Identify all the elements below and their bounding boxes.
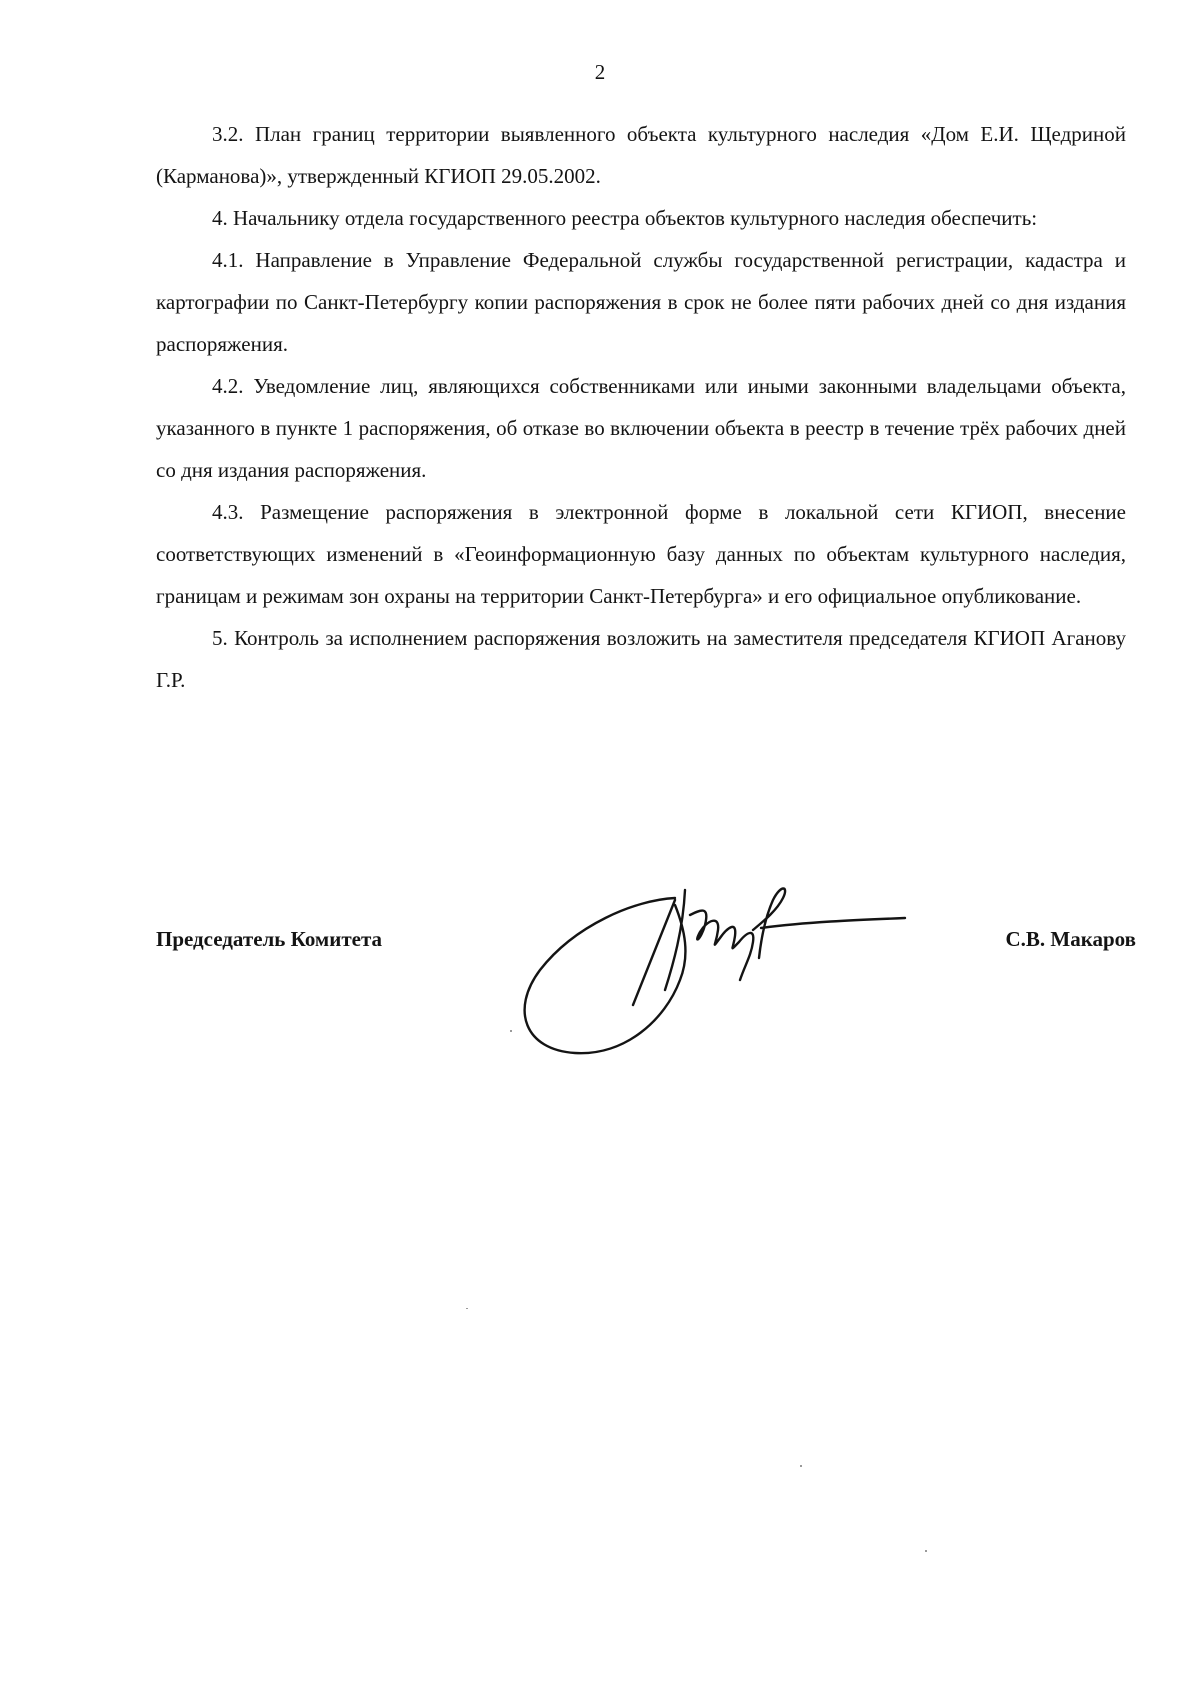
document-body: [156, 113, 1126, 701]
signatory-name: С.В. Макаров: [1005, 927, 1136, 951]
scan-speck: [510, 1030, 512, 1032]
scan-speck: [925, 1550, 927, 1552]
paragraph-4-3: 4.3. Размещение распоряжения в электронной форме в локальной сети КГИОП, внесение соответствующих изменений в «Геоинформационную базу данных по объектам культурного наследия, границам и режимам зон охраны на территории Санкт-Петербурга» и его официальное опубликование.: [156, 500, 1126, 608]
paragraph-4-1: 4.1. Направление в Управление Федеральной службы государственной регистрации, кадастра и картографии по Санкт-Петербургу копии распоряжения в срок не более пяти рабочих дней со дня издания распоряжения.: [156, 248, 1126, 356]
scan-speck: [466, 1308, 468, 1309]
scan-speck: [800, 1465, 802, 1467]
paragraph-4: 4. Начальнику отдела государственного реестра объектов культурного наследия обеспечить:: [212, 206, 1038, 230]
paragraph-5: 5. Контроль за исполнением распоряжения возложить на заместителя председателя КГИОП Аганову Г.Р.: [156, 626, 1126, 692]
paragraph-3-2: 3.2. План границ территории выявленного объекта культурного наследия «Дом Е.И. Щедриной (Карманова)», утвержденный КГИОП 29.05.2002.: [156, 122, 1126, 188]
page-number: 2: [594, 60, 606, 84]
paragraph-4-2: 4.2. Уведомление лиц, являющихся собственниками или иными законными владельцами объекта, указанного в пункте 1 распоряжения, об отказе во включении объекта в реестр в течение трёх рабочих дней со дня издания распоряжения.: [156, 374, 1126, 482]
handwritten-signature: [515, 870, 945, 1060]
signatory-title: Председатель Комитета: [156, 927, 383, 951]
